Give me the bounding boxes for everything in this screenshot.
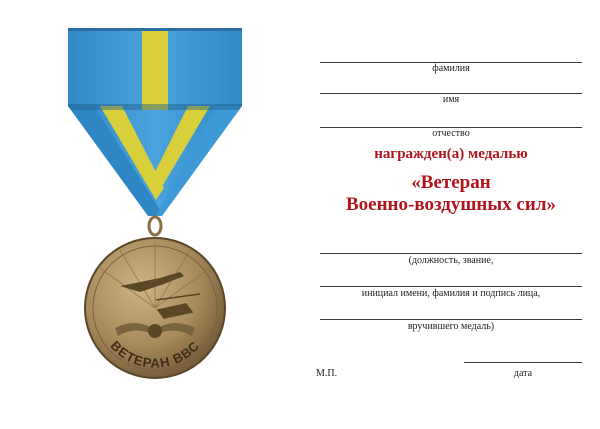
date-line[interactable] — [464, 362, 582, 363]
signature-label: инициал имени, фамилия и подпись лица, — [361, 288, 541, 299]
signature-line[interactable] — [320, 286, 582, 287]
date-label: дата — [513, 368, 533, 379]
medal-inscription: ВЕТЕРАН ВВС — [107, 337, 203, 371]
medal-ribbon — [60, 28, 250, 228]
medal-image — [60, 28, 250, 408]
presenter-label: вручившего медаль) — [407, 321, 495, 332]
position-label: (должность, звание, — [408, 255, 494, 266]
medal-name-line1: «Ветеран — [411, 172, 491, 193]
seal-label: М.П. — [316, 368, 338, 379]
patronymic-label: отчество — [432, 128, 470, 139]
position-line[interactable] — [320, 253, 582, 254]
surname-label: фамилия — [432, 63, 470, 74]
presenter-line[interactable] — [320, 319, 582, 320]
medal-name-line2: Военно-воздушных сил» — [346, 194, 556, 215]
award-heading: награжден(а) медалью — [374, 146, 528, 162]
name-label: имя — [442, 94, 460, 105]
medal-disc — [85, 238, 225, 378]
